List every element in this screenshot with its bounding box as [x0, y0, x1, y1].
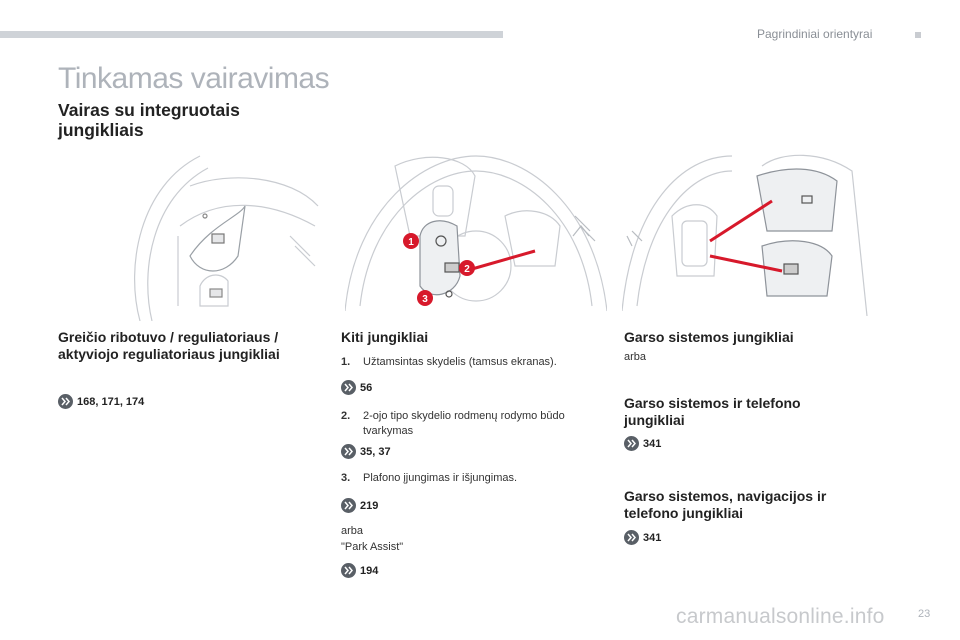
reference-pages: 168, 171, 174: [77, 395, 145, 408]
reference-link-194[interactable]: [341, 563, 378, 578]
header-square-marker: [915, 32, 921, 38]
item-text: Plafono įjungimas ir išjungimas.: [363, 472, 518, 484]
reference-link-35-37[interactable]: [341, 444, 391, 459]
reference-link-cruise[interactable]: [58, 394, 144, 409]
reference-pages: 341: [643, 437, 662, 450]
reference-pages: 35, 37: [360, 445, 391, 458]
list-item-2: [341, 409, 601, 439]
steering-wheel-illustration: [345, 146, 607, 321]
page-reference-icon: [341, 498, 356, 513]
park-assist-label: "Park Assist": [341, 541, 404, 553]
item-text: Užtamsintas skydelis (tamsus ekranas).: [363, 356, 557, 368]
page-reference-icon: [341, 444, 356, 459]
audio-switches-illustration: [622, 146, 884, 321]
item-number: 2.: [341, 410, 351, 422]
audio-telephone-switches-heading: Garso sistemos ir telefono jungikliai: [624, 395, 801, 428]
other-switches-heading: Kiti jungikliai: [341, 329, 429, 345]
reference-link-341-a[interactable]: [624, 436, 661, 451]
page-reference-icon: [624, 530, 639, 545]
reference-pages: 56: [360, 381, 373, 394]
item-number: 1.: [341, 356, 351, 368]
reference-pages: 194: [360, 564, 379, 577]
page-title: Tinkamas vairavimas: [58, 62, 330, 95]
audio-switches-heading: Garso sistemos jungikliai: [624, 329, 794, 345]
reference-pages: 219: [360, 499, 379, 512]
cruise-control-wheel-illustration: [120, 146, 320, 321]
list-item-3: [341, 471, 601, 486]
list-item-1: [341, 355, 601, 370]
page-reference-icon: [58, 394, 73, 409]
callout-3: 3: [422, 294, 428, 305]
page-reference-icon: [624, 436, 639, 451]
callout-2: 2: [464, 264, 470, 275]
reference-link-56[interactable]: [341, 380, 372, 395]
audio-nav-telephone-switches-heading: Garso sistemos, navigacijos ir telefono jungikliai: [624, 488, 827, 521]
callout-1: 1: [408, 237, 414, 248]
reference-pages: 341: [643, 531, 662, 544]
item-number: 3.: [341, 472, 351, 484]
page-reference-icon: [341, 563, 356, 578]
item-text: 2-ojo tipo skydelio rodmenų rodymo būdo tvarkymas: [363, 410, 565, 437]
page-number: 23: [918, 608, 931, 620]
header-bar: [0, 31, 503, 38]
or-label-right: arba: [624, 351, 647, 363]
page-subtitle: Vairas su integruotais jungikliais: [58, 100, 240, 140]
reference-link-341-b[interactable]: [624, 530, 661, 545]
section-header-title: Pagrindiniai orientyrai: [757, 27, 873, 41]
reference-link-219[interactable]: [341, 498, 378, 513]
cruise-control-switches-heading: Greičio ribotuvo / reguliatoriaus / aktyviojo reguliatoriaus jungikliai: [58, 329, 280, 362]
page-reference-icon: [341, 380, 356, 395]
watermark: carmanualsonline.info: [676, 605, 885, 628]
or-label: arba: [341, 525, 364, 537]
